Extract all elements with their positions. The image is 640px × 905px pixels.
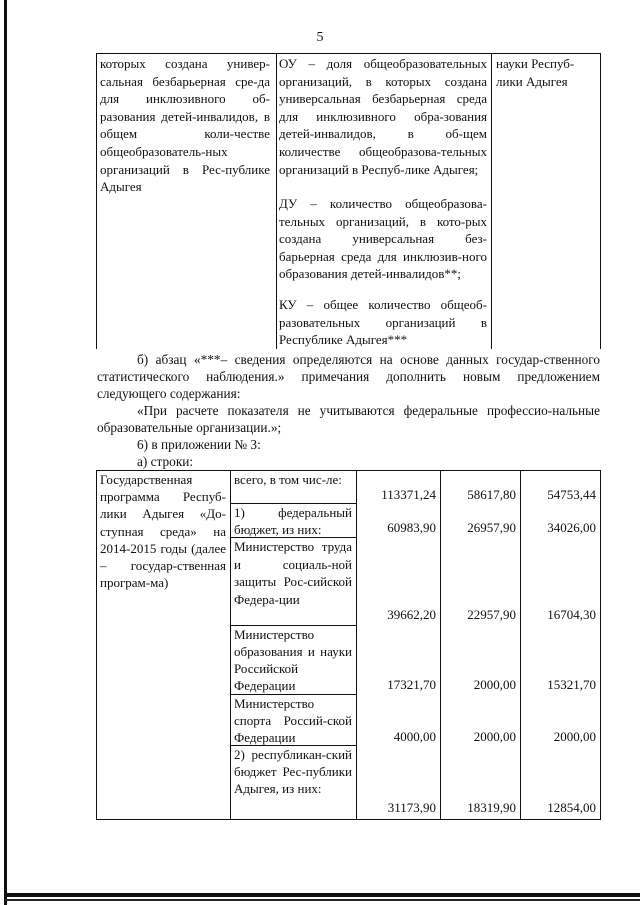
paragraph-rows: а) строки: — [137, 454, 194, 469]
scan-left-edge — [4, 0, 7, 905]
value-total: 60983,90 — [387, 520, 436, 535]
value-2014: 18319,90 — [467, 800, 516, 815]
table2-right-border — [600, 470, 601, 820]
row-label: Министерство образования и науки Российской Федерации — [234, 627, 352, 693]
page-number: 5 — [316, 30, 324, 45]
value-total: 31173,90 — [387, 800, 436, 815]
row-label: 1) федеральный бюджет, из них: — [234, 505, 352, 537]
paragraph-quote: «При расчете показателя не учитываются федеральные профессио-нальные образовательные организации.»; — [97, 403, 600, 435]
table1-top-border — [96, 53, 601, 54]
row-label: 2) республикан-ский бюджет Рес-публики Адыгея, из них: — [234, 747, 352, 796]
value-2014: 22957,90 — [467, 607, 516, 622]
program-name-cell: Государственная программа Респуб-лики Адыгея «До-ступная среда» на 2014-2015 годы (далее – государ-ственная програм-ма) — [100, 472, 226, 591]
value-total: 17321,70 — [387, 677, 436, 692]
table2-col-divider-1 — [230, 470, 231, 820]
scan-bottom-edge — [4, 893, 640, 897]
indicator-name-cell: которых создана универ-сальная безбарьерная сре-да для инклюзивного об-разования детей-инвалидов, в общем коли-честве общеобразователь-ных организаций в Рес-публике Адыгея — [100, 56, 270, 195]
row-label: всего, в том чис-ле: — [234, 472, 342, 487]
paragraph-appendix-3: 6) в приложении № 3: — [137, 437, 261, 452]
formula-du-definition: ДУ – количество общеобразова-тельных организаций, в кото-рых создана универсальная без-барьерная среда для инклюзив-ного образования детей-инвалидов**; — [279, 196, 487, 282]
value-2015: 12854,00 — [547, 800, 596, 815]
value-2014: 58617,80 — [467, 487, 516, 502]
value-2014: 2000,00 — [473, 729, 516, 744]
value-2015: 15321,70 — [547, 677, 596, 692]
table2-bottom-border — [96, 819, 601, 820]
table1-left-border — [96, 53, 97, 349]
table2-left-border — [96, 470, 97, 820]
value-total: 113371,24 — [381, 487, 436, 502]
formula-ou-definition: ОУ – доля общеобразовательных организаций, в которых создана универсальная безбарьерная среда для инклюзивного обра-зования детей-инвалидов, в об-щем количестве общеобразова-тельных организаций в Респуб-лике Адыгея; — [279, 56, 487, 177]
value-2014: 26957,90 — [467, 520, 516, 535]
value-2015: 54753,44 — [547, 487, 596, 502]
row-label: Министерство спорта Россий-ской Федерации — [234, 696, 352, 745]
value-total: 4000,00 — [393, 729, 436, 744]
value-2015: 34026,00 — [547, 520, 596, 535]
value-2015: 16704,30 — [547, 607, 596, 622]
formula-ku-definition: КУ – общее количество общеоб-разовательных организаций в Республике Адыгея*** — [279, 297, 487, 348]
value-2015: 2000,00 — [553, 729, 596, 744]
responsible-body-cell: науки Респуб-лики Адыгея — [496, 56, 575, 89]
value-total: 39662,20 — [387, 607, 436, 622]
table1-col-divider-1 — [276, 53, 277, 349]
scan-bottom-edge-inner — [4, 899, 640, 901]
table1-col-divider-2 — [491, 53, 492, 349]
table1-right-border — [600, 53, 601, 349]
value-2014: 2000,00 — [473, 677, 516, 692]
paragraph-b-abzac: б) абзац «***– сведения определяются на основе данных государ-ственного статистического наблюдения.» примечания дополнить новым предложением следующего содержания: — [97, 352, 600, 401]
row-label: Министерство труда и социаль-ной защиты Рос-сийской Федера-ции — [234, 539, 352, 607]
